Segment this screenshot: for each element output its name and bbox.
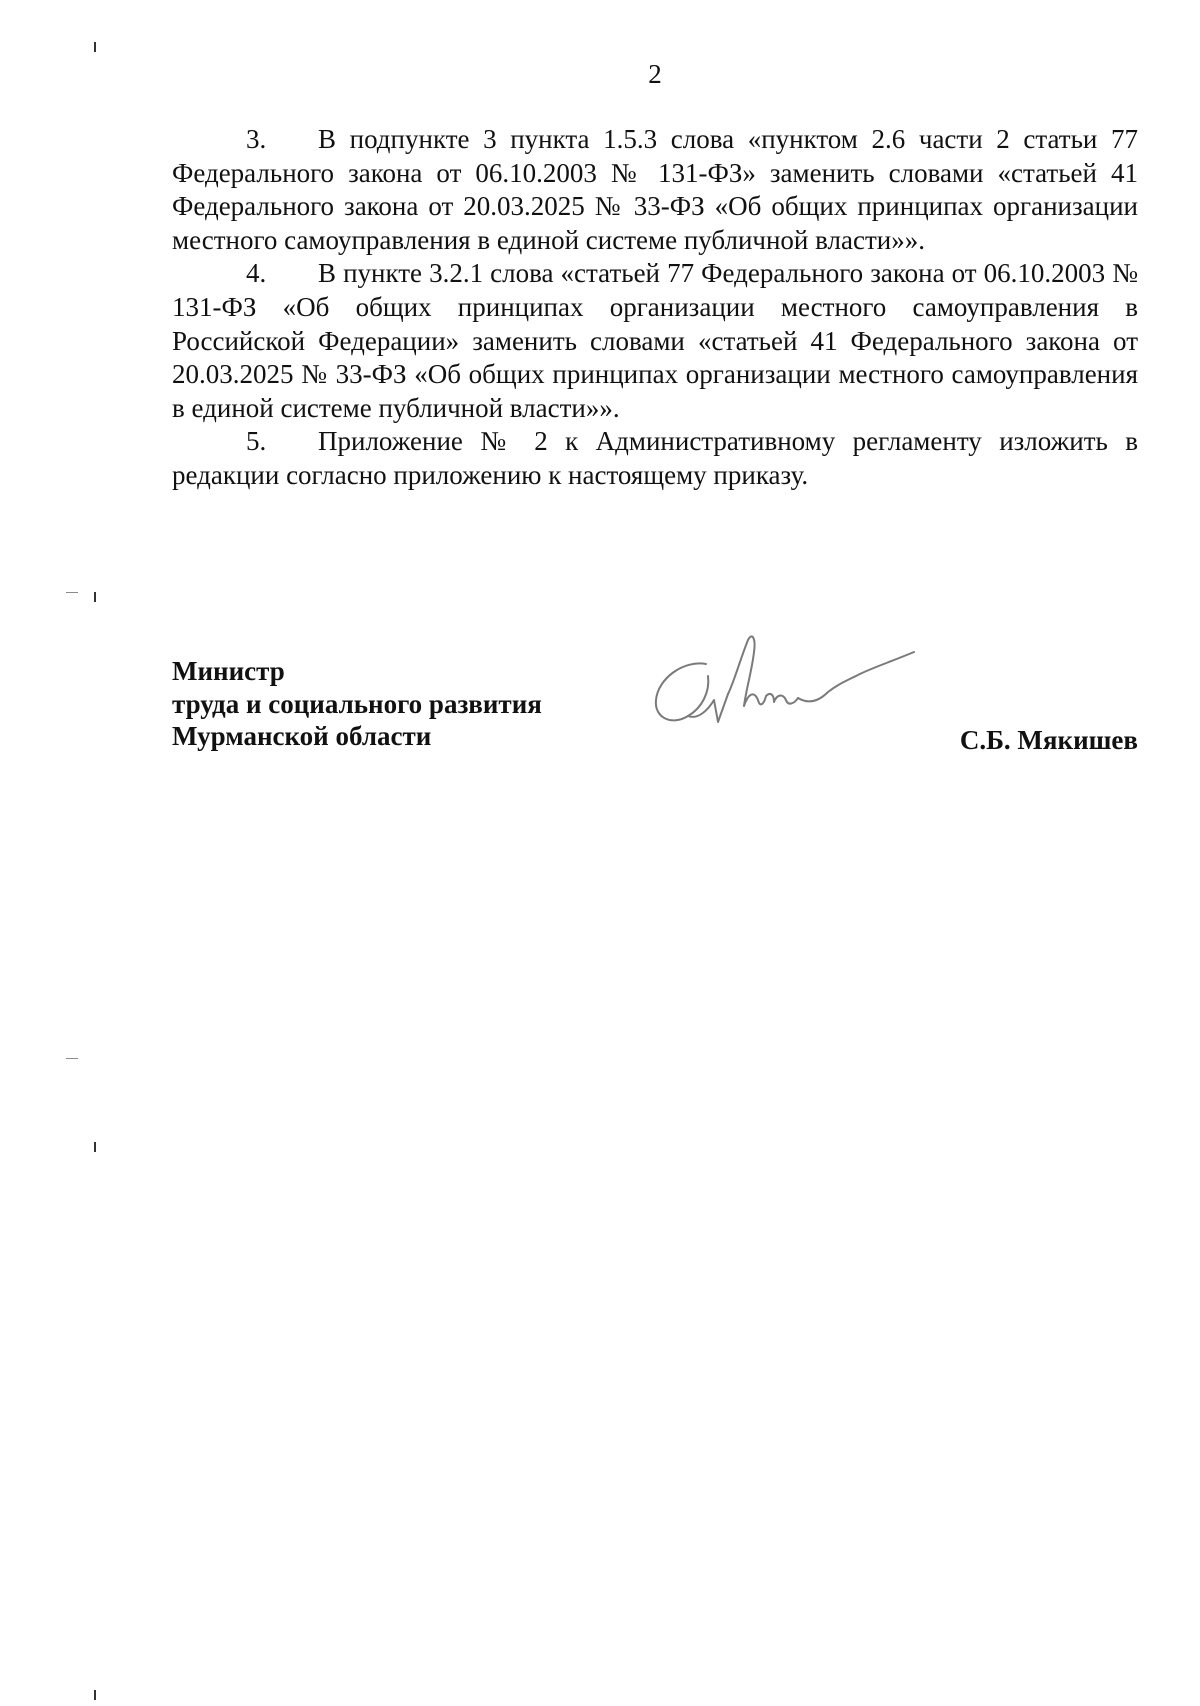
scan-artifact-mark: [94, 1142, 96, 1152]
paragraph-number: 5.: [246, 426, 267, 457]
scan-artifact-mark: [94, 1690, 96, 1700]
paragraph-text: В пункте 3.2.1 слова «статьей 77 Федерального закона от 06.10.2003 № 131-ФЗ «Об общих принципах организации местного самоуправления в Российской Федерации» заменить словами «статьей 41 Федерального закона от 20.03.2025 № 33-ФЗ «Об общих принципах организации местного самоуправления в единой системе публичной власти»».: [172, 258, 1138, 423]
signatory-position: [172, 655, 542, 753]
position-line: Мурманской области: [172, 721, 432, 751]
paragraph-3: [172, 123, 1138, 257]
paragraph-number: 3.: [246, 124, 267, 154]
scan-artifact-dash: [66, 592, 78, 593]
handwritten-signature: [648, 630, 928, 750]
paragraph-number: 4.: [246, 258, 267, 289]
paragraph-text: Приложение № 2 к Административному регламенту изложить в редакции согласно приложению к настоящему приказу.: [172, 426, 1138, 490]
scan-artifact-mark: [94, 42, 96, 52]
paragraph-4: [172, 257, 1138, 425]
scan-artifact-dash: [66, 1058, 78, 1059]
scan-artifact-mark: [94, 592, 96, 602]
page-number: 2: [648, 59, 662, 89]
signer-name: С.Б. Мякишев: [959, 725, 1138, 755]
paragraph-text: В подпункте 3 пункта 1.5.3 слова «пунктом 2.6 части 2 статьи 77 Федерального закона от 06.10.2003 № 131-ФЗ» заменить словами «статьей 41 Федерального закона от 20.03.2025 № 33-ФЗ «Об общих принципах организации местного самоуправления в единой системе публичной власти»».: [172, 124, 1138, 255]
paragraph-5: [172, 425, 1138, 492]
document-body: [172, 123, 1138, 493]
position-line: Министр: [172, 656, 285, 686]
position-line: труда и социального развития: [172, 688, 542, 719]
